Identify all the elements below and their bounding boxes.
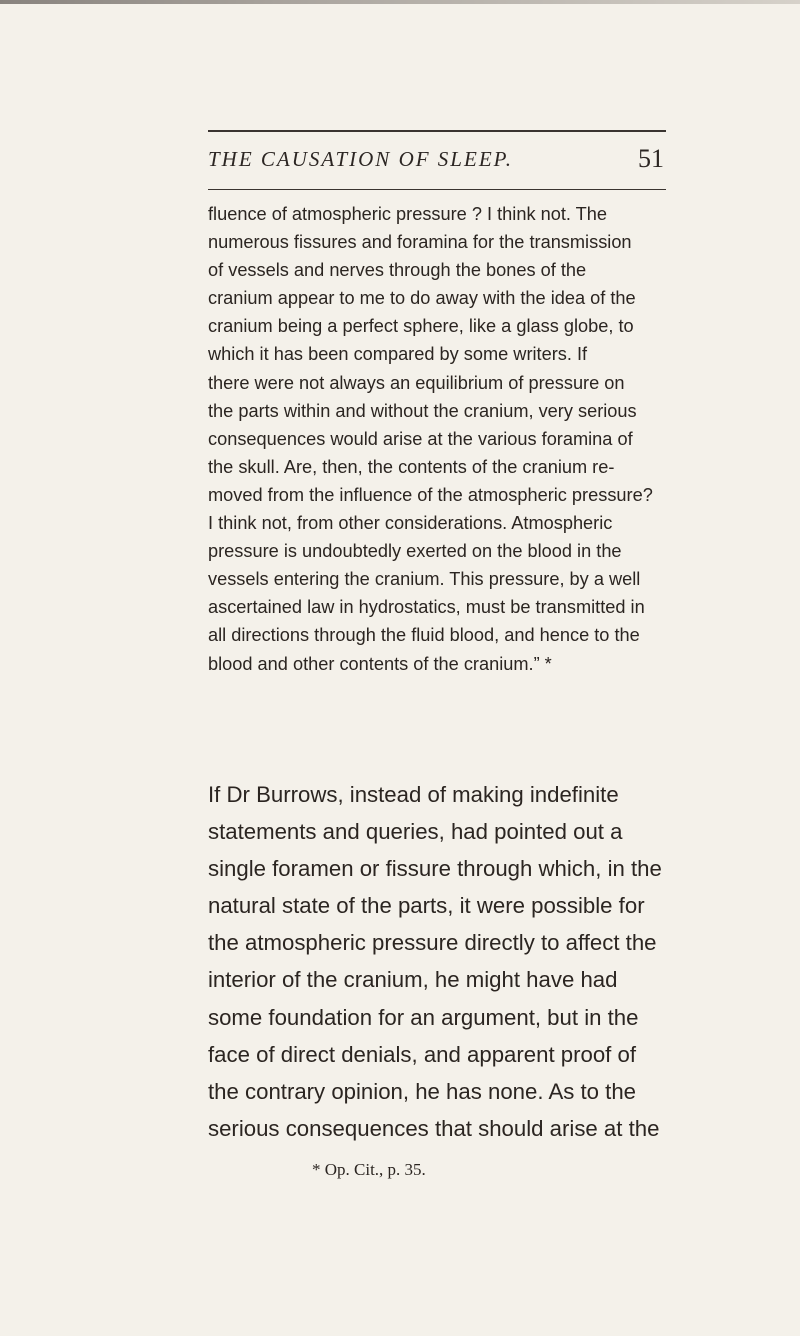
running-title: THE CAUSATION OF SLEEP. <box>208 147 514 171</box>
text-line: blood and other contents of the cranium.” * <box>208 653 552 674</box>
text-line: consequences would arise at the various foramina of <box>208 428 633 449</box>
text-line: moved from the influence of the atmospheric pressure? <box>208 484 653 505</box>
text-line: of vessels and nerves through the bones of the <box>208 260 587 281</box>
text-line: cranium appear to me to do away with the idea of the <box>208 288 636 309</box>
running-head <box>208 144 666 181</box>
header-rule-bottom <box>208 189 666 190</box>
text-line: which it has been compared by some writers. If <box>208 344 588 365</box>
text-line: the skull. Are, then, the contents of the cranium re- <box>208 456 615 477</box>
text-line: natural state of the parts, it were possible for <box>208 893 645 919</box>
page-number: 51 <box>638 144 664 173</box>
text-line: numerous fissures and foramina for the transmission <box>208 232 632 253</box>
text-line: the contrary opinion, he has none. As to the <box>208 1078 637 1104</box>
text-line: all directions through the fluid blood, and hence to the <box>208 625 640 646</box>
text-line: I think not, from other considerations. Atmospheric <box>208 513 613 534</box>
header-rule-top <box>208 130 666 132</box>
text-line: cranium being a perfect sphere, like a glass globe, to <box>208 316 634 337</box>
quoted-passage <box>208 200 666 678</box>
text-line: statements and queries, had pointed out a <box>208 819 623 845</box>
text-line: If Dr Burrows, instead of making indefinite <box>208 782 619 807</box>
main-paragraph <box>208 776 666 1147</box>
text-line: the parts within and without the cranium, very serious <box>208 400 637 421</box>
text-line: the atmospheric pressure directly to affect the <box>208 930 657 956</box>
text-line: there were not always an equilibrium of pressure on <box>208 372 625 393</box>
text-line: serious consequences that should arise at the <box>208 1115 660 1141</box>
text-line: ascertained law in hydrostatics, must be transmitted in <box>208 597 645 618</box>
text-line: interior of the cranium, he might have had <box>208 967 618 993</box>
text-line: pressure is undoubtedly exerted on the blood in the <box>208 541 622 562</box>
footnote: * Op. Cit., p. 35. <box>312 1160 426 1179</box>
text-line: fluence of atmospheric pressure ? I think not. The <box>208 204 607 224</box>
page-top-edge <box>0 0 800 4</box>
text-line: some foundation for an argument, but in the <box>208 1004 639 1030</box>
text-line: single foramen or fissure through which, in the <box>208 856 662 882</box>
text-line: face of direct denials, and apparent proof of <box>208 1041 637 1067</box>
text-line: vessels entering the cranium. This pressure, by a well <box>208 569 641 590</box>
